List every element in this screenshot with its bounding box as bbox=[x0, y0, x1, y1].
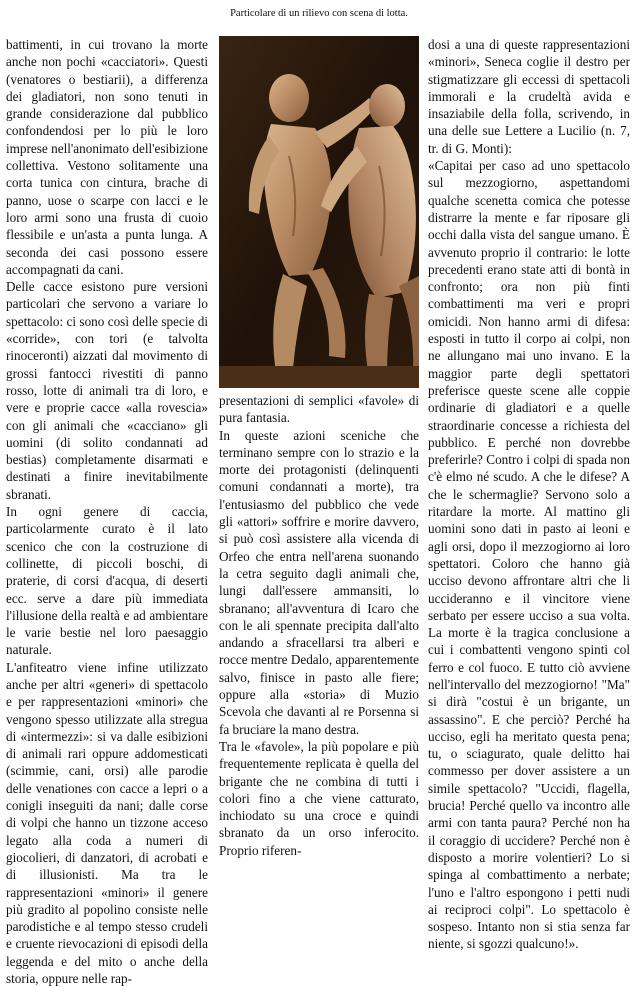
paragraph: L'anfiteatro viene infine utilizzato anche per altri «generi» di spettacolo e per rappresentazioni «minori» che vengono spesso utilizzate alla stregua di «intermezzi»: si va dalle esibizioni di animali rari oppure addomesticati (scimmie, cani, orsi) alle parodie delle venationes con cacce a lepri o a conigli inseguiti da nani; dalle corse di volpi che hanno un tizzone acceso legato alla coda a numeri di giocolieri, di danzatori, di acrobati e di illusionisti. Ma tra le rappresentazioni «minori» il genere più gradito al popolino consiste nelle parodistiche e al tempo stesso crudeli e cruente rievocazioni di episodi della leggenda e del mito o anche della storia, oppure nelle rap- bbox=[6, 659, 208, 987]
figure-caption: Particolare di un rilievo con scena di lotta. bbox=[230, 8, 408, 19]
paragraph: dosi a una di queste rappresentazioni «minori», Seneca coglie il destro per stigmatizzare gli eccessi di spettacoli immorali e la crudeltà avida e insaziabile della folla, scrivendo, in una delle sue Lettere a Lucilio (n. 7, tr. di G. Monti): bbox=[428, 37, 630, 156]
paragraph: Delle cacce esistono pure versioni particolari che servono a variare lo spettacolo: ci sono così delle specie di «corride», con tori (e talvolta rinoceronti) aizzati dal movimento di grossi fantocci rivestiti di panno rosso, lotte di animali tra di loro, e vere e proprie cacce «alla rovescia» con gli animali che «cacciano» gli uomini (di solito condannati ad bestias) completamente disarmati e destinati a finire inevitabilmente sbranati. bbox=[6, 279, 208, 502]
paragraph: In queste azioni sceniche che terminano sempre con lo strazio e la morte dei protagonisti (delinquenti comuni condannati a morte), tra l'entusiasmo del pubblico che vede gli «attori» soffrire e morire davvero, si può così assistere alla vicenda di Orfeo che entra nell'arena suonando la cetra seguito dagli animali che, lungi dall'essere ammansiti, lo sbranano; all'avventura di Icaro che con le ali spennate precipita dall'alto andando a sfracellarsi tra alberi e rocce mentre Dedalo, apparentemente salvo, finisce in pasto alle fiere; oppure alla «storia» di Muzio Scevola che davanti al re Porsenna si fa bruciare la mano destra. bbox=[219, 427, 419, 737]
paragraph: presentazioni di semplici «favole» di pura fantasia. bbox=[219, 393, 419, 426]
paragraph: «Capitai per caso ad uno spettacolo sul mezzogiorno, aspettandomi qualche scenetta comica che potesse distrarre la mente e far riposare gli occhi dalla vista del sangue umano. È avvenuto proprio il contrario: le lotte precedenti erano state atti di bontà in confronto; ora non più finti combattimenti ma veri e propri omicidi. Non hanno armi di difesa: esposti in tutto il corpo ai colpi, non ne allungano mai uno invano. E la maggior parte degli spettatori preferisce queste scene alle coppie ordinarie di gladiatori e a quelle straordinarie concesse a richiesta del pubblico. E perché non dovrebbe preferirle? Contro i colpi di spada non c'è elmo né scudo. A che le difese? A che le schermaglie? Servono solo a ritardare la morte. Al mattino gli uomini sono dati in pasto ai leoni e agli orsi, dopo il mezzogiorno ai loro spettatori. Coloro che hanno già ucciso devono affrontare altri che li uccideranno e il vincitore viene serbato per essere ucciso a sua volta. La morte è la tragica conclusione a cui i combattenti vengono spinti col ferro e col fuoco. E tutto ciò avviene nell'intervallo del mezzogiorno! "Ma" si dirà "costui è un brigante, un assassino". E che perciò? Perché ha ucciso, egli ha meritato questa pena; tu, o sciagurato, quale delitto hai commesso per dover assistere a un simile spettacolo? "Uccidi, flagella, brucia! Perché quello va incontro alle armi con tanta paura? Perché non ha il coraggio di uccidere? Perché non è disposto a morire volentieri? Lo si spinga al combattimento a nerbate; l'uno e l'altro espongono i petti nudi ai reciproci colpi". Lo spettacolo è sospeso. Intanto non si stia senza far niente, si sgozzi qualcuno!». bbox=[428, 158, 630, 952]
column-right bbox=[428, 36, 630, 953]
paragraph: Tra le «favole», la più popolare e più frequentemente replicata è quella del brigante che ne combina di tutti i colori fino a che viene catturato, inchiodato su una croce e quindi sbranato da un orso inferocito. Proprio riferen- bbox=[219, 738, 419, 858]
column-middle bbox=[219, 392, 419, 859]
relief-photo bbox=[219, 36, 419, 388]
paragraph: battimenti, in cui trovano la morte anche non pochi «cacciatori». Questi (venatores o bestiarii), a differenza dei gladiatori, non sono tenuti in grande considerazione dal pubblico confondendosi per lo più le loro imprese nell'anonimato dell'esibizione collettiva. Vestono solitamente una corta tunica con cintura, brache di panno, uose o scarpe con lacci e le loro armi sono una frusta di cuoio flessibile e un'asta a punta lunga. A seconda dei casi possono essere accompagnati da cani. bbox=[6, 37, 208, 277]
relief-image bbox=[219, 36, 419, 388]
paragraph: In ogni genere di caccia, particolarmente curato è il lato scenico che con la costruzione di collinette, di piccoli boschi, di praterie, di corsi d'acqua, di deserti ecc. serve a dare più immediata l'illusione della realtà e ad ambientare le varie bestie nel loro paesaggio naturale. bbox=[6, 504, 208, 658]
column-left bbox=[6, 36, 208, 987]
